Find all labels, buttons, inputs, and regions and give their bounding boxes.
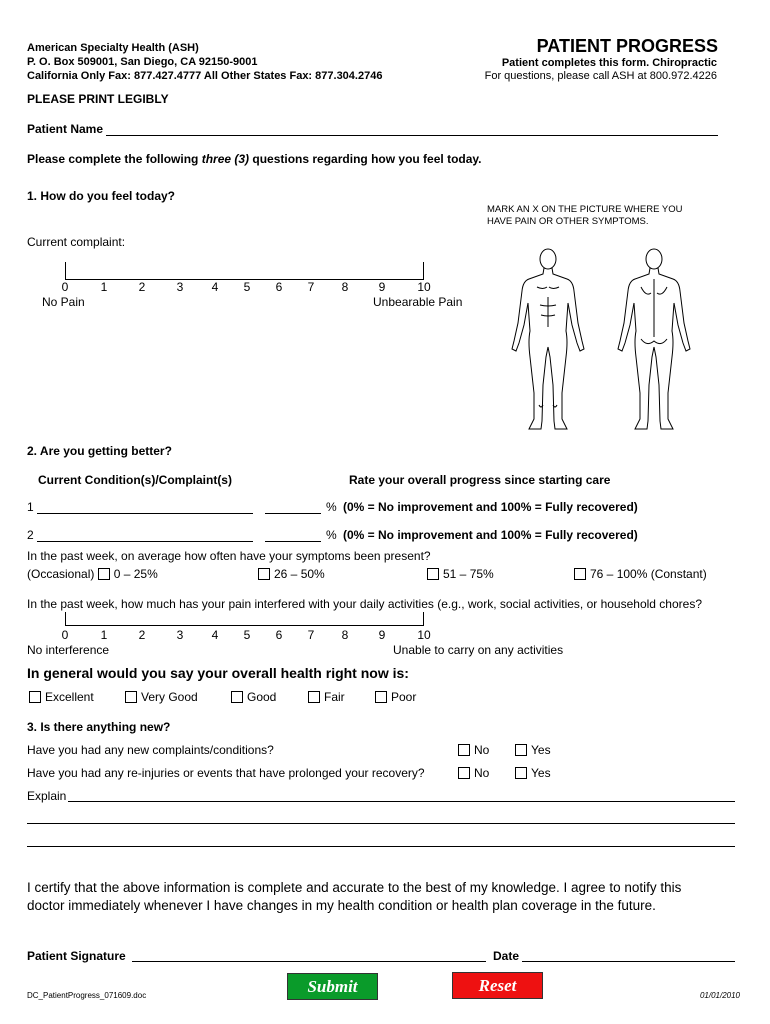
- submit-button[interactable]: Submit: [287, 973, 378, 1000]
- mark-note-line1: MARK AN X ON THE PICTURE WHERE YOU: [487, 204, 683, 215]
- certification-line2: doctor immediately whenever I have changes in my health condition or health plan coverage in the future.: [27, 898, 656, 913]
- scale-tick-label: 4: [211, 628, 219, 642]
- page-title: PATIENT PROGRESS: [536, 36, 718, 56]
- certification-line1: I certify that the above information is complete and accurate to the best of my knowledge. I agree to notify this: [27, 880, 682, 895]
- scale-tick-label: 7: [307, 628, 315, 642]
- scale-tick-label: 6: [275, 280, 283, 294]
- scale-tick-label: 2: [138, 280, 146, 294]
- frequency-option-76-100[interactable]: 76 – 100% (Constant): [574, 567, 707, 581]
- footer-doc-name: DC_PatientProgress_071609.doc: [27, 991, 147, 1000]
- health-option-excellent[interactable]: Excellent: [29, 690, 94, 704]
- scale-tick-label: 8: [341, 280, 349, 294]
- scale-tick-label: 3: [176, 280, 184, 294]
- frequency-option-51-75[interactable]: 51 – 75%: [427, 567, 494, 581]
- patient-name-field[interactable]: [106, 135, 718, 136]
- scale-tick-label: 9: [378, 280, 386, 294]
- scale-tick-label: 8: [341, 628, 349, 642]
- scale-tick-label: 0: [61, 628, 69, 642]
- scale-tick-label: 7: [307, 280, 315, 294]
- page-subtitle: Patient completes this form. Chiropractic: [501, 57, 717, 69]
- frequency-option-26-50[interactable]: 26 – 50%: [258, 567, 325, 581]
- org-name: American Specialty Health (ASH): [27, 42, 199, 54]
- percent-sign-row2: %: [326, 528, 337, 542]
- scale-tick-label: 4: [211, 280, 219, 294]
- org-fax: California Only Fax: 877.427.4777 All Other States Fax: 877.304.2746: [27, 70, 383, 82]
- print-legibly: PLEASE PRINT LEGIBLY: [27, 92, 169, 106]
- percent-note-row2: (0% = No improvement and 100% = Fully recovered): [343, 528, 638, 542]
- pain-scale-left-label: No Pain: [42, 295, 85, 309]
- scale-tick-label: 5: [243, 280, 251, 294]
- health-option-very-good[interactable]: Very Good: [125, 690, 198, 704]
- scale-tick-label: 1: [100, 628, 108, 642]
- reinjuries-yes[interactable]: Yes: [515, 766, 551, 780]
- scale-tick-label: 5: [243, 628, 251, 642]
- progress-row1-percent-field[interactable]: [265, 513, 321, 514]
- health-option-fair[interactable]: Fair: [308, 690, 345, 704]
- percent-sign-row1: %: [326, 500, 337, 514]
- explain-line-3[interactable]: [27, 846, 735, 847]
- scale-tick-label: 9: [378, 628, 386, 642]
- scale-tick-label: 3: [176, 628, 184, 642]
- progress-column-header: Rate your overall progress since starting care: [349, 473, 611, 487]
- signature-label: Patient Signature: [27, 949, 126, 963]
- explain-label: Explain: [27, 789, 67, 803]
- date-label: Date: [493, 949, 520, 963]
- scale-tick-label: 10: [417, 628, 431, 642]
- scale-tick-label: 2: [138, 628, 146, 642]
- body-diagram[interactable]: [505, 245, 705, 437]
- frequency-option-0-25[interactable]: (Occasional) 0 – 25%: [27, 567, 158, 581]
- scale-tick-label: 10: [417, 280, 431, 294]
- footer-date: 01/01/2010: [699, 991, 740, 1000]
- signature-field[interactable]: [132, 961, 486, 962]
- progress-row2-percent-field[interactable]: [265, 541, 321, 542]
- condition-row2-number: 2: [27, 528, 34, 542]
- pain-scale-bar[interactable]: [65, 262, 424, 280]
- interference-left-label: No interference: [27, 643, 110, 657]
- scale-tick-label: 0: [61, 280, 69, 294]
- reinjuries-question: Have you had any re-injuries or events that have prolonged your recovery?: [27, 766, 425, 780]
- instructions: Please complete the following three (3) questions regarding how you feel today.: [27, 152, 482, 166]
- condition-row1-field[interactable]: [37, 513, 253, 514]
- mark-note-line2: HAVE PAIN OR OTHER SYMPTOMS.: [487, 216, 649, 227]
- pain-scale-right-label: Unbearable Pain: [373, 295, 463, 309]
- condition-row1-number: 1: [27, 500, 34, 514]
- percent-note-row1: (0% = No improvement and 100% = Fully recovered): [343, 500, 638, 514]
- explain-line-1[interactable]: [68, 801, 735, 802]
- reinjuries-no[interactable]: No: [458, 766, 489, 780]
- org-address: P. O. Box 509001, San Diego, CA 92150-9001: [27, 56, 258, 68]
- condition-column-header: Current Condition(s)/Complaint(s): [38, 473, 232, 487]
- frequency-question: In the past week, on average how often have your symptoms been present?: [27, 549, 431, 563]
- explain-line-2[interactable]: [27, 823, 735, 824]
- interference-scale-bar[interactable]: [65, 612, 424, 626]
- reset-button[interactable]: Reset: [452, 972, 543, 999]
- condition-row2-field[interactable]: [37, 541, 253, 542]
- current-complaint-label: Current complaint:: [27, 235, 126, 249]
- body-back-figure: [618, 249, 690, 429]
- new-complaints-no[interactable]: No: [458, 743, 489, 757]
- health-option-poor[interactable]: Poor: [375, 690, 416, 704]
- interference-question: In the past week, how much has your pain interfered with your daily activities (e.g., work, social activities, or household chores?: [27, 597, 702, 611]
- scale-tick-label: 1: [100, 280, 108, 294]
- body-front-figure: [512, 249, 584, 429]
- scale-tick-label: 6: [275, 628, 283, 642]
- health-option-good[interactable]: Good: [231, 690, 276, 704]
- new-complaints-question: Have you had any new complaints/conditions?: [27, 743, 274, 757]
- q3-heading: 3. Is there anything new?: [27, 720, 171, 734]
- date-field[interactable]: [522, 961, 735, 962]
- overall-health-question: In general would you say your overall health right now is:: [27, 665, 409, 681]
- interference-right-label: Unable to carry on any activities: [393, 643, 564, 657]
- q2-heading: 2. Are you getting better?: [27, 444, 172, 458]
- patient-name-label: Patient Name: [27, 122, 104, 136]
- q1-heading: 1. How do you feel today?: [27, 189, 176, 203]
- questions-line: For questions, please call ASH at 800.972.4226: [484, 70, 717, 82]
- new-complaints-yes[interactable]: Yes: [515, 743, 551, 757]
